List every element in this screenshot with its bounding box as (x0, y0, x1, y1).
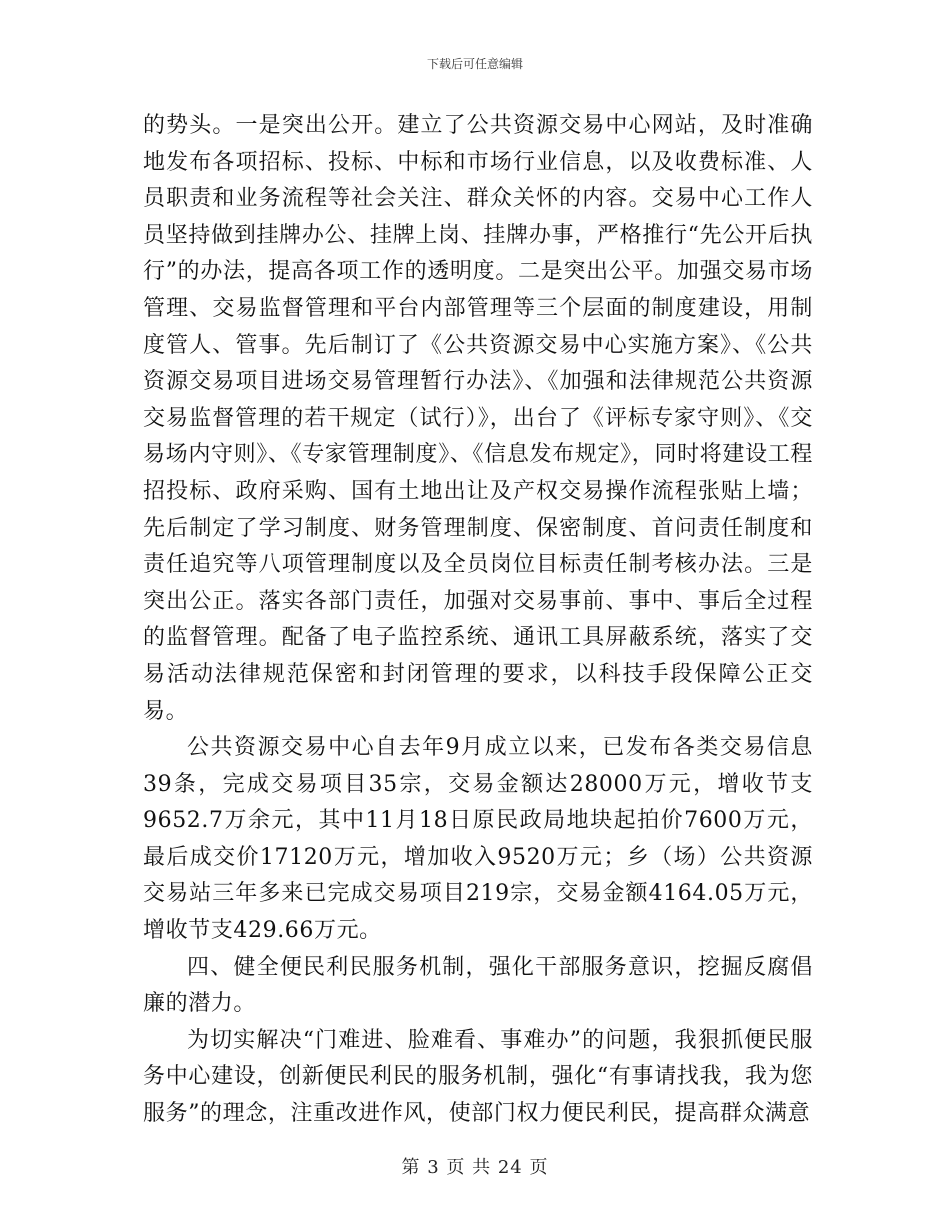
document-body (143, 108, 813, 1133)
section-heading-four: 四、健全便民利民服务机制，强化干部服务意识，挖掘反腐倡廉的潜力。 (143, 954, 813, 1017)
page-header: 下载后可任意编辑 (426, 57, 523, 71)
paragraph-service-mechanism: 为切实解决“门难进、脸难看、事难办”的问题，我狠抓便民服务中心建设，创新便民利民的服务机制，强化“有事请找我，我为您服务”的理念，注重改进作风，使部门权力便民利民，提高群众满意 (143, 1027, 813, 1127)
paragraph-continuation: 的势头。一是突出公开。建立了公共资源交易中心网站，及时准确地发布各项招标、投标、中标和市场行业信息，以及收费标准、人员职责和业务流程等社会关注、群众关怀的内容。交易中心工作人员坚持做到挂牌办公、挂牌上岗、挂牌办事，严格推行“先公开后执行”的办法，提高各项工作的透明度。二是突出公平。加强交易市场管理、交易监督管理和平台内部管理等三个层面的制度建设，用制度管人、管事。先后制订了《公共资源交易中心实施方案》、《公共资源交易项目进场交易管理暂行办法》、《加强和法律规范公共资源交易监督管理的若干规定（试行）》，出台了《评标专家守则》、《交易场内守则》、《专家管理制度》、《信息发布规定》，同时将建设工程招投标、政府采购、国有土地出让及产权交易操作流程张贴上墙；先后制定了学习制度、财务管理制度、保密制度、首问责任制度和责任追究等八项管理制度以及全员岗位目标责任制考核办法。三是突出公正。落实各部门责任，加强对交易事前、事中、事后全过程的监督管理。配备了电子监控系统、通讯工具屏蔽系统，落实了交易活动法律规范保密和封闭管理的要求，以科技手段保障公正交易。 (143, 113, 813, 724)
page-number-footer: 第 3 页 共 24 页 (401, 1157, 549, 1178)
paragraph-statistics: 公共资源交易中心自去年9月成立以来，已发布各类交易信息39条，完成交易项目35宗，交易金额达28000万元，增收节支9652.7万余元，其中11月18日原民政局地块起拍价7600万元，最后成交价17120万元，增加收入9520万元；乡（场）公共资源交易站三年多来已完成交易项目219宗，交易金额4164.05万元，增收节支429.66万元。 (143, 735, 813, 944)
